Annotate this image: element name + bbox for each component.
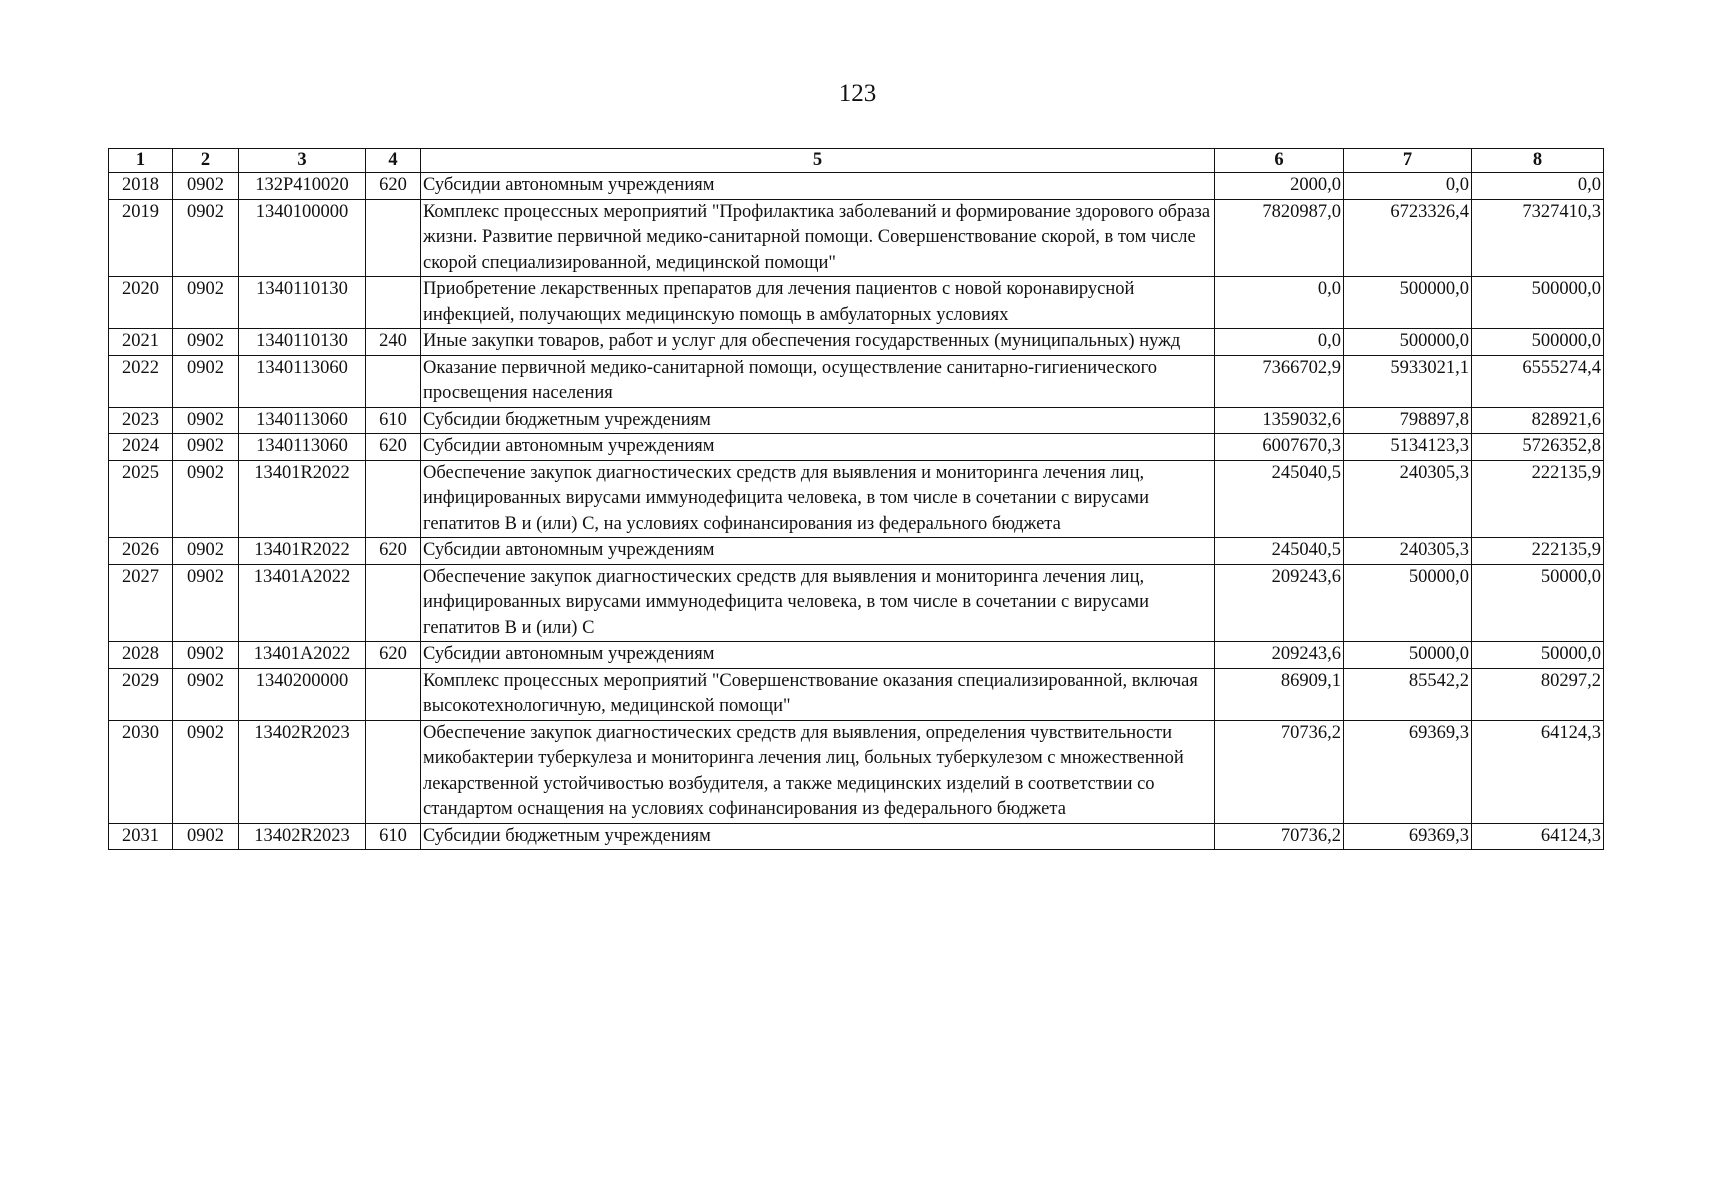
amount-col7-cell: 0,0 <box>1344 173 1472 200</box>
column-header: 3 <box>239 149 366 173</box>
amount-col6-cell: 6007670,3 <box>1215 434 1344 461</box>
amount-col6-cell: 0,0 <box>1215 329 1344 356</box>
description-cell: Субсидии автономным учреждениям <box>421 538 1215 565</box>
description-cell: Обеспечение закупок диагностических средств для выявления, определения чувствительности микобактерии туберкулеза и мониторинга лечения лиц, больных туберкулезом с множественной лекарственной устойчивостью возбудителя, а также медицинских изделий в соответствии со стандартом оснащения на условиях софинансирования из федерального бюджета <box>421 720 1215 823</box>
expense-type-cell: 620 <box>366 538 421 565</box>
table-row <box>109 329 1604 356</box>
row-number-cell: 2023 <box>109 407 173 434</box>
amount-col6-cell: 245040,5 <box>1215 460 1344 538</box>
page-number: 123 <box>838 80 877 107</box>
target-article-cell: 13402R2023 <box>239 823 366 850</box>
target-article-cell: 1340200000 <box>239 668 366 720</box>
row-number-cell: 2028 <box>109 642 173 669</box>
expense-type-cell <box>366 668 421 720</box>
amount-col7-cell: 500000,0 <box>1344 329 1472 356</box>
amount-col7-cell: 69369,3 <box>1344 720 1472 823</box>
table-row <box>109 460 1604 538</box>
row-number-cell: 2019 <box>109 199 173 277</box>
expense-type-cell: 620 <box>366 642 421 669</box>
amount-col7-cell: 69369,3 <box>1344 823 1472 850</box>
section-code-cell: 0902 <box>173 173 239 200</box>
row-number-cell: 2024 <box>109 434 173 461</box>
amount-col7-cell: 50000,0 <box>1344 642 1472 669</box>
expense-type-cell: 610 <box>366 407 421 434</box>
target-article-cell: 1340113060 <box>239 407 366 434</box>
section-code-cell: 0902 <box>173 668 239 720</box>
row-number-cell: 2022 <box>109 355 173 407</box>
table-row <box>109 823 1604 850</box>
description-cell: Субсидии автономным учреждениям <box>421 173 1215 200</box>
table-row <box>109 173 1604 200</box>
table-row <box>109 538 1604 565</box>
table-body <box>109 173 1604 850</box>
amount-col8-cell: 0,0 <box>1472 173 1604 200</box>
table-row <box>109 642 1604 669</box>
amount-col7-cell: 240305,3 <box>1344 538 1472 565</box>
row-number-cell: 2018 <box>109 173 173 200</box>
amount-col7-cell: 798897,8 <box>1344 407 1472 434</box>
amount-col8-cell: 222135,9 <box>1472 538 1604 565</box>
row-number-cell: 2027 <box>109 564 173 642</box>
description-cell: Оказание первичной медико-санитарной помощи, осуществление санитарно-гигиенического просвещения населения <box>421 355 1215 407</box>
table-row <box>109 277 1604 329</box>
description-cell: Приобретение лекарственных препаратов для лечения пациентов с новой коронавирусной инфекцией, получающих медицинскую помощь в амбулаторных условиях <box>421 277 1215 329</box>
expense-type-cell <box>366 460 421 538</box>
row-number-cell: 2030 <box>109 720 173 823</box>
description-cell: Иные закупки товаров, работ и услуг для обеспечения государственных (муниципальных) нужд <box>421 329 1215 356</box>
section-code-cell: 0902 <box>173 720 239 823</box>
target-article-cell: 132P410020 <box>239 173 366 200</box>
amount-col8-cell: 828921,6 <box>1472 407 1604 434</box>
section-code-cell: 0902 <box>173 407 239 434</box>
section-code-cell: 0902 <box>173 460 239 538</box>
amount-col6-cell: 7820987,0 <box>1215 199 1344 277</box>
amount-col8-cell: 222135,9 <box>1472 460 1604 538</box>
column-header: 2 <box>173 149 239 173</box>
amount-col7-cell: 5933021,1 <box>1344 355 1472 407</box>
row-number-cell: 2029 <box>109 668 173 720</box>
target-article-cell: 1340113060 <box>239 355 366 407</box>
section-code-cell: 0902 <box>173 823 239 850</box>
table-row <box>109 668 1604 720</box>
amount-col6-cell: 209243,6 <box>1215 564 1344 642</box>
amount-col7-cell: 5134123,3 <box>1344 434 1472 461</box>
description-cell: Комплекс процессных мероприятий "Совершенствование оказания специализированной, включая высокотехнологичную, медицинской помощи" <box>421 668 1215 720</box>
amount-col8-cell: 64124,3 <box>1472 720 1604 823</box>
amount-col7-cell: 6723326,4 <box>1344 199 1472 277</box>
description-cell: Обеспечение закупок диагностических средств для выявления и мониторинга лечения лиц, инфицированных вирусами иммунодефицита человека, в том числе в сочетании с вирусами гепатитов В и (или) С, на условиях софинансирования из федерального бюджета <box>421 460 1215 538</box>
section-code-cell: 0902 <box>173 277 239 329</box>
expense-type-cell <box>366 564 421 642</box>
column-header: 6 <box>1215 149 1344 173</box>
section-code-cell: 0902 <box>173 642 239 669</box>
target-article-cell: 13402R2023 <box>239 720 366 823</box>
amount-col8-cell: 6555274,4 <box>1472 355 1604 407</box>
amount-col8-cell: 5726352,8 <box>1472 434 1604 461</box>
target-article-cell: 1340113060 <box>239 434 366 461</box>
column-header: 7 <box>1344 149 1472 173</box>
section-code-cell: 0902 <box>173 434 239 461</box>
description-cell: Субсидии автономным учреждениям <box>421 642 1215 669</box>
amount-col6-cell: 1359032,6 <box>1215 407 1344 434</box>
row-number-cell: 2025 <box>109 460 173 538</box>
column-header: 1 <box>109 149 173 173</box>
amount-col8-cell: 50000,0 <box>1472 564 1604 642</box>
column-header: 8 <box>1472 149 1604 173</box>
table-row <box>109 434 1604 461</box>
amount-col7-cell: 500000,0 <box>1344 277 1472 329</box>
expense-type-cell: 610 <box>366 823 421 850</box>
target-article-cell: 13401R2022 <box>239 538 366 565</box>
expense-type-cell: 240 <box>366 329 421 356</box>
header-row <box>109 149 1604 173</box>
description-cell: Комплекс процессных мероприятий "Профилактика заболеваний и формирование здорового образа жизни. Развитие первичной медико-санитарной помощи. Совершенствование скорой, в том числе скорой специализированной, медицинской помощи" <box>421 199 1215 277</box>
description-cell: Обеспечение закупок диагностических средств для выявления и мониторинга лечения лиц, инфицированных вирусами иммунодефицита человека, в том числе в сочетании с вирусами гепатитов В и (или) С <box>421 564 1215 642</box>
amount-col6-cell: 7366702,9 <box>1215 355 1344 407</box>
table-row <box>109 407 1604 434</box>
row-number-cell: 2026 <box>109 538 173 565</box>
target-article-cell: 13401A2022 <box>239 642 366 669</box>
amount-col6-cell: 245040,5 <box>1215 538 1344 565</box>
expense-type-cell <box>366 199 421 277</box>
target-article-cell: 13401R2022 <box>239 460 366 538</box>
target-article-cell: 1340100000 <box>239 199 366 277</box>
amount-col8-cell: 50000,0 <box>1472 642 1604 669</box>
column-header: 4 <box>366 149 421 173</box>
budget-table <box>108 148 1604 850</box>
amount-col6-cell: 209243,6 <box>1215 642 1344 669</box>
table-row <box>109 564 1604 642</box>
amount-col6-cell: 70736,2 <box>1215 720 1344 823</box>
target-article-cell: 1340110130 <box>239 329 366 356</box>
amount-col8-cell: 80297,2 <box>1472 668 1604 720</box>
amount-col7-cell: 85542,2 <box>1344 668 1472 720</box>
table-row <box>109 199 1604 277</box>
row-number-cell: 2020 <box>109 277 173 329</box>
table-row <box>109 355 1604 407</box>
row-number-cell: 2031 <box>109 823 173 850</box>
amount-col6-cell: 86909,1 <box>1215 668 1344 720</box>
description-cell: Субсидии автономным учреждениям <box>421 434 1215 461</box>
expense-type-cell <box>366 720 421 823</box>
amount-col8-cell: 64124,3 <box>1472 823 1604 850</box>
amount-col8-cell: 500000,0 <box>1472 277 1604 329</box>
amount-col6-cell: 70736,2 <box>1215 823 1344 850</box>
section-code-cell: 0902 <box>173 199 239 277</box>
expense-type-cell: 620 <box>366 434 421 461</box>
amount-col8-cell: 7327410,3 <box>1472 199 1604 277</box>
section-code-cell: 0902 <box>173 564 239 642</box>
target-article-cell: 13401A2022 <box>239 564 366 642</box>
description-cell: Субсидии бюджетным учреждениям <box>421 823 1215 850</box>
amount-col8-cell: 500000,0 <box>1472 329 1604 356</box>
section-code-cell: 0902 <box>173 329 239 356</box>
amount-col6-cell: 0,0 <box>1215 277 1344 329</box>
section-code-cell: 0902 <box>173 538 239 565</box>
row-number-cell: 2021 <box>109 329 173 356</box>
amount-col7-cell: 50000,0 <box>1344 564 1472 642</box>
amount-col6-cell: 2000,0 <box>1215 173 1344 200</box>
section-code-cell: 0902 <box>173 355 239 407</box>
description-cell: Субсидии бюджетным учреждениям <box>421 407 1215 434</box>
target-article-cell: 1340110130 <box>239 277 366 329</box>
expense-type-cell: 620 <box>366 173 421 200</box>
table-row <box>109 720 1604 823</box>
column-header: 5 <box>421 149 1215 173</box>
expense-type-cell <box>366 355 421 407</box>
expense-type-cell <box>366 277 421 329</box>
amount-col7-cell: 240305,3 <box>1344 460 1472 538</box>
